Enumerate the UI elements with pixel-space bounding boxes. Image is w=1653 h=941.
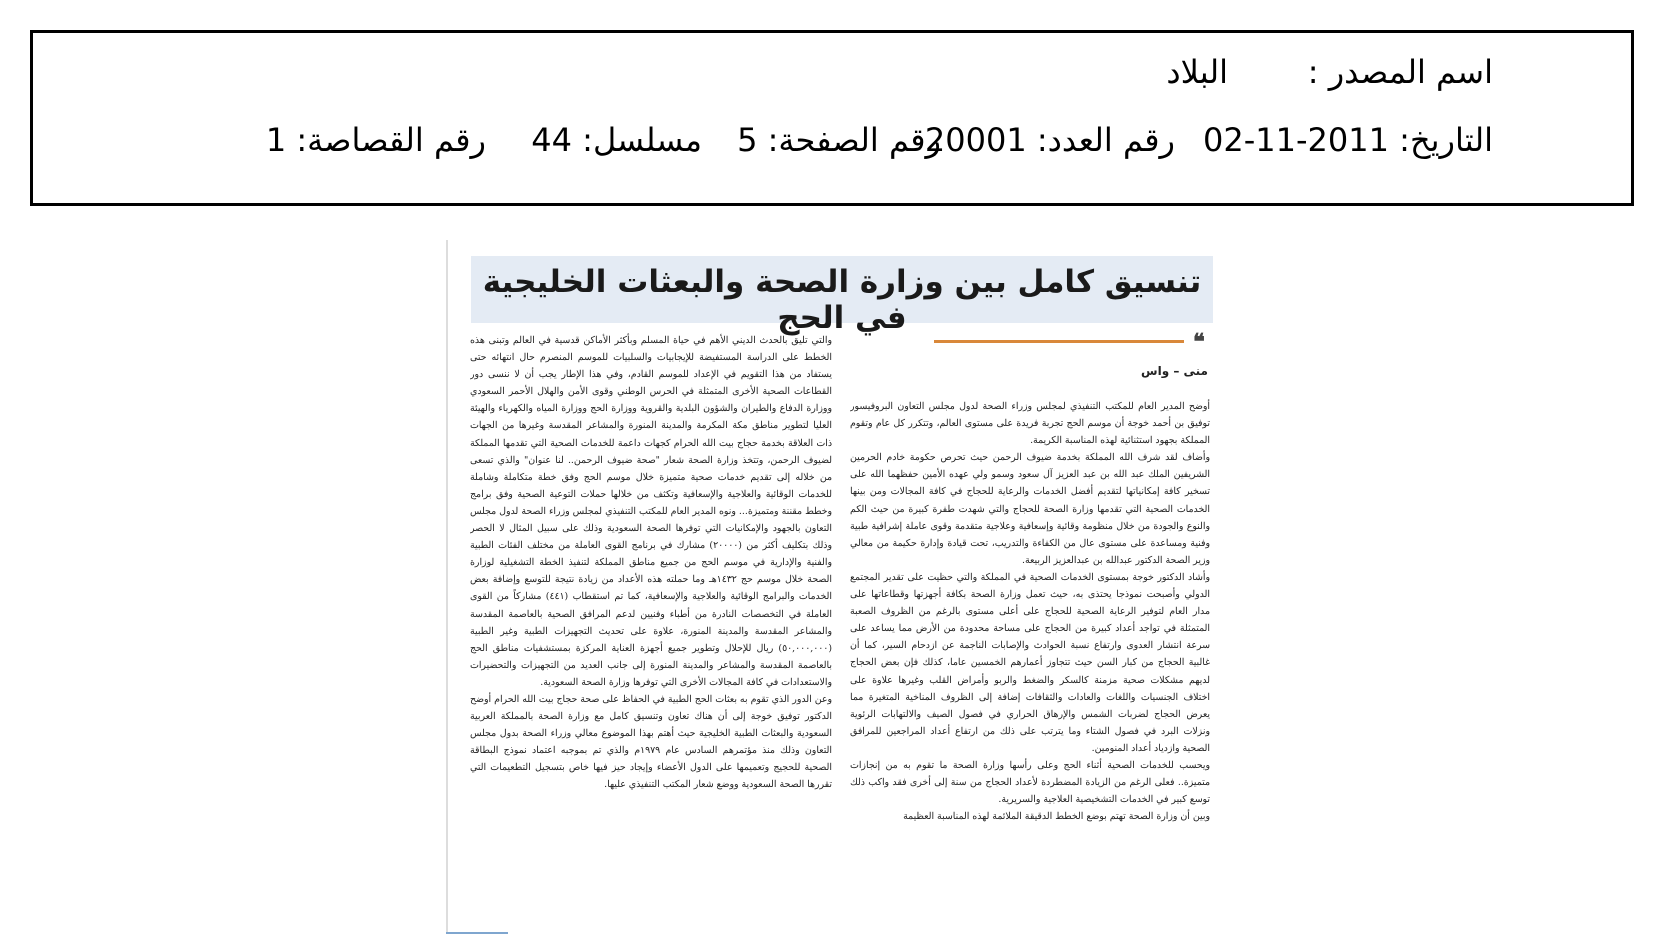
issue-number-field: رقم العدد: 20001 (924, 121, 1175, 159)
clipping-info-box (30, 30, 1634, 206)
accent-rule (934, 340, 1184, 343)
newspaper-clipping (446, 240, 1220, 932)
source-label: اسم المصدر : (1307, 53, 1493, 91)
quote-icon: ❝ (1193, 329, 1205, 355)
article-column-right (850, 398, 1210, 918)
page-number-field: رقم الصفحة: 5 (737, 121, 941, 159)
paragraph: والتي تليق بالحدث الديني الأهم في حياة المسلم وبأكثر الأماكن قدسية في العالم وتبنى هذه الخطط على الدراسة المستفيضة للإيجابيات والسلبيات للموسم المنصرم حال انتهائه حتى يستفاد من هذا التقويم في الإعداد للموسم القادم، وفي هذا الإطار يجب أن لا ننسى دور القطاعات الصحية الأخرى المتمثلة في الحرس الوطني وقوى الأمن والهلال الأحمر السعودي ووزارة الدفاع والطيران والشؤون البلدية والقروية ووزارة الحج ووزارة المياه والكهرباء والهيئة العليا لتطوير مناطق مكة المكرمة والمدينة المنورة والمشاعر المقدسة وغيرها من الجهات ذات العلاقة بخدمة حجاج بيت الله الحرام كجهات داعمة للخدمات الصحية التي تقدمها المملكة لضيوف الرحمن، وتتخذ وزارة الصحة شعار "صحة ضيوف الرحمن.. لنا عنوان" والذي تسعى من خلاله إلى تقديم خدمات صحية متميزة خلال موسم الحج وفق خطة متكاملة وشاملة للخدمات الوقائية والعلاجية والإسعافية وتكثف من خلالها حملات التوعية الصحية وفق برامج وخطط مقننة ومتميزة... ونوه المدير العام للمكتب التنفيذي لمجلس وزراء الصحة لدول مجلس التعاون بالجهود والإمكانيات التي توفرها الصحة السعودية وذلك على سبيل المثال لا الحصر وذلك بتكليف أكثر من (٢٠٠٠٠) مشارك في برنامج القوى العاملة من مختلف الفئات الطبية والفنية والإدارية في موسم الحج من جميع مناطق المملكة لتنفيذ الخطة التشغيلية لوزارة الصحة خلال موسم حج ١٤٣٢هـ وما حملته هذه الأعداد من زيادة نتيجة للتوسع وإضافة بعض الخدمات والبرامج الوقائية والعلاجية والإسعافية، كما تم استقطاب (٤٤١) مشاركاً من القوى العاملة في التخصصات النادرة من أطباء وفنيين لدعم المرافق الصحية بالعاصمة المقدسة والمشاعر المقدسة والمدينة المنورة، علاوة على تحديث التجهيزات الطبية وغير الطبية (٥٠,٠٠٠,٠٠٠) ريال للإحلال وتطوير جميع أجهزة العناية المركزة بمستشفيات مناطق الحج بالعاصمة المقدسة والمشاعر والمدينة المنورة إلى جانب العديد من التجهيزات والتحضيرات والاستعدادات في كافة المجالات الأخرى التي توفرها وزارة الصحة السعودية. (470, 335, 832, 688)
article-byline: منى – واس (1141, 364, 1208, 378)
paragraph: وعن الدور الذي تقوم به بعثات الحج الطبية في الحفاظ على صحة حجاج بيت الله الحرام أوضح الدكتور توفيق خوجة إلى أن هناك تعاون وتنسيق كامل مع وزارة الصحة بالمملكة العربية السعودية والبعثات الطبية الخليجية حيث أهتم بهذا الموضوع معالي وزراء الصحة بدول مجلس التعاون وذلك منذ مؤتمرهم السادس عام ١٩٧٩م والذي تم بموجبه اعتماد نموذج البطاقة الصحية للحجيج وتعميمها على الدول الأعضاء وإيجاد حيز فيها خاص بتسجيل التطعيمات التي تقررها الصحة السعودية ووضع شعار المكتب التنفيذي عليها. (470, 693, 832, 791)
clip-number-field: رقم القصاصة: 1 (265, 121, 486, 159)
article-headline: تنسيق كامل بين وزارة الصحة والبعثات الخليجية في الحج (482, 264, 1202, 336)
paragraph: وبين أن وزارة الصحة تهتم بوضع الخطط الدقيقة الملائمة لهذه المناسبة العظيمة (903, 811, 1210, 823)
page-edge-mark (446, 932, 508, 934)
date-field: التاريخ: 2011-11-02 (1203, 121, 1493, 159)
paragraph: وأشاد الدكتور خوجة بمستوى الخدمات الصحية في المملكة والتي حظيت على تقدير المجتمع الدولي وأصبحت نموذجا يحتذى به، حيث تعمل وزارة الصحة بكافة أجهزتها وقطاعاتها على مدار العام لتوفير الرعاية الصحية للحجاج على أعلى مستوى بالرغم من الظروف الصعبة المتمثلة في تواجد أعداد كبيرة من الحجاج على مساحة محدودة من الأرض مما يساعد على سرعة انتشار العدوى وارتفاع نسبة الحوادث والإصابات الناجمة عن ازدحام السير، كما أن غالبية الحجاج من كبار السن حيث تتجاوز أعمارهم الخمسين عاما، كذلك فإن بعض الحجاج لديهم مشكلات صحية مزمنة كالسكر والضغط والربو وأمراض القلب وغيرها علاوة على اختلاف الجنسيات واللغات والعادات والثقافات إضافة إلى الظروف المناخية المتغيرة مما يعرض الحجاج لضربات الشمس والإرهاق الحراري في فصول الصيف والالتهابات الرئوية ونزلات البرد في فصول الشتاء وما يترتب على ذلك من ارتفاع أعداد المراجعين للمرافق الصحية وازدياد أعداد المنومين. (850, 571, 1210, 754)
source-value: البلاد (1166, 53, 1228, 91)
article-column-left (470, 332, 832, 924)
serial-number-field: مسلسل: 44 (531, 121, 702, 159)
paragraph: أوضح المدير العام للمكتب التنفيذي لمجلس وزراء الصحة لدول مجلس التعاون البروفيسور توفيق بن أحمد خوجة أن موسم الحج تجربة فريدة على مستوى العالم، وتتكرر كل عام وتقوم المملكة بجهود استثنائية لهذه المناسبة الكريمة. (850, 401, 1210, 447)
paragraph: ويحسب للخدمات الصحية أثناء الحج وعلى رأسها وزارة الصحة ما تقوم به من إنجازات متميزة.. فعلى الرغم من الزيادة المضطردة لأعداد الحجاج من سنة إلى أخرى فقد واكب ذلك توسع كبير في الخدمات التشخيصية العلاجية والسريرية. (850, 759, 1210, 806)
paragraph: وأضاف لقد شرف الله المملكة بخدمة ضيوف الرحمن حيث تحرص حكومة خادم الحرمين الشريفين الملك عبد الله بن عبد العزيز آل سعود وسمو ولي عهده الأمين حفظهما الله على تسخير كافة إمكانياتها لتقديم أفضل الخدمات والرعاية للحجاج في كافة المجالات ومن بينها الخدمات الصحية التي تقدمها وزارة الصحة للحجاج والتي شهدت طفرة كبيرة من حيث الكم والنوع والجودة من خلال منظومة وقائية وإسعافية وعلاجية متقدمة وقوى عاملة إشرافية طبية وفنية ومساعدة على مستوى عال من الكفاءة والتدريب، تحت قيادة وإدارة حكيمة من معالي وزير الصحة الدكتور عبدالله بن عبدالعزيز الربيعة. (850, 452, 1210, 566)
headline-band (471, 256, 1213, 336)
